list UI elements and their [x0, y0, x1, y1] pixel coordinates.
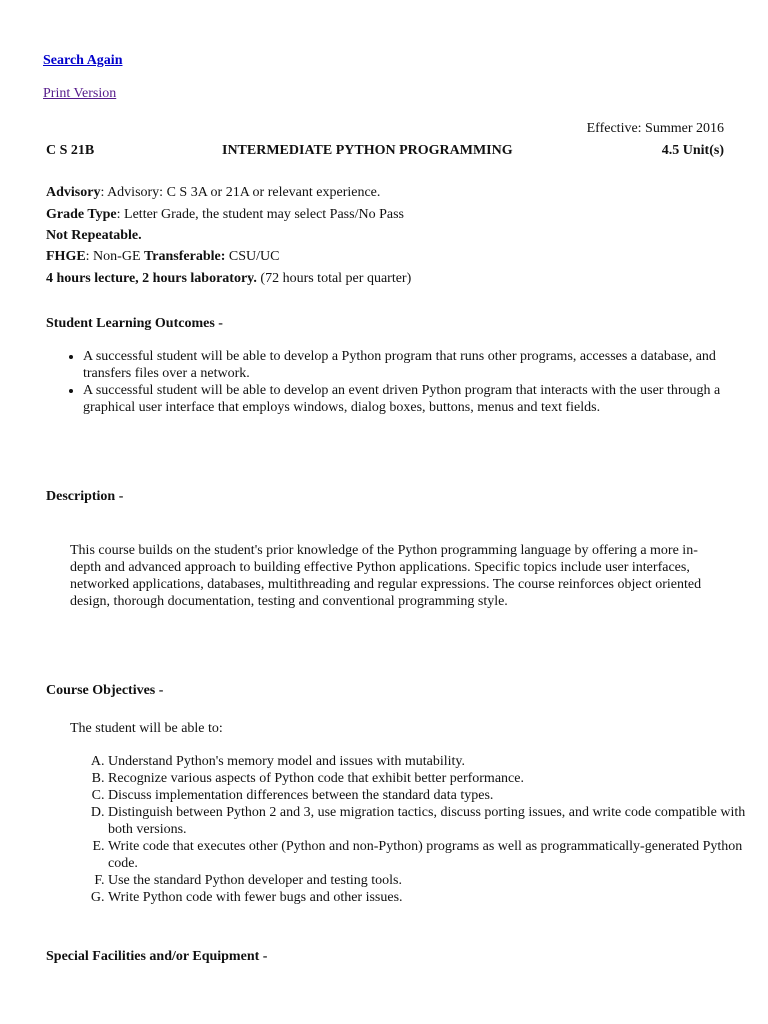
slo-title: Student Learning Outcomes -: [46, 316, 223, 331]
effective-date: Effective: Summer 2016: [586, 121, 724, 136]
advisory-value: : Advisory: C S 3A or 21A or relevant experience.: [100, 185, 381, 200]
slo-item: • A successful student will be able to develop an event driven Python program that interacts with the user through a graphical user interface that employs windows, dialog boxes, buttons, menus and text fields.: [83, 382, 763, 416]
objective-item: A. Understand Python's memory model and issues with mutability.: [108, 753, 763, 770]
course-title: INTERMEDIATE PYTHON PROGRAMMING: [222, 143, 513, 158]
objectives-list: [70, 753, 763, 906]
slo-list: [46, 348, 763, 416]
objectives-intro: The student will be able to:: [70, 721, 223, 736]
objective-item: C. Discuss implementation differences between the standard data types.: [108, 787, 763, 804]
description-title: Description -: [46, 489, 124, 504]
print-version-link[interactable]: Print Version: [43, 86, 117, 101]
hours-value: (72 hours total per quarter): [256, 271, 412, 286]
course-units: 4.5 Unit(s): [661, 143, 724, 158]
hours-line: [46, 270, 726, 287]
advisory-line: [46, 184, 726, 201]
transferable-value: CSU/UC: [225, 249, 280, 264]
description-text: This course builds on the student's prior knowledge of the Python programming language by offering a more in-depth and advanced approach to building effective Python applications. Specific topics include user interfaces, networked applications, databases, multithreading and regular expressions. The course reinforces object oriented design, thorough documentation, testing and conventional programming style.: [70, 543, 702, 609]
grade-type-line: [46, 206, 726, 223]
grade-type-label: Grade Type: [46, 207, 117, 222]
objective-item: D. Distinguish between Python 2 and 3, use migration tactics, discuss porting issues, and write code compatible with both versions.: [108, 804, 763, 838]
fhge-label: FHGE: [46, 249, 86, 264]
facilities-title: Special Facilities and/or Equipment -: [46, 949, 268, 964]
search-again-link[interactable]: Search Again: [43, 53, 123, 68]
fhge-value: : Non-GE: [85, 249, 144, 264]
grade-type-value: : Letter Grade, the student may select Pass/No Pass: [116, 207, 404, 222]
objective-item: F. Use the standard Python developer and testing tools.: [108, 872, 763, 889]
objectives-title: Course Objectives -: [46, 683, 164, 698]
slo-item: • A successful student will be able to develop a Python program that runs other programs, accesses a database, and transfers files over a network.: [83, 348, 763, 382]
objective-item: B. Recognize various aspects of Python code that exhibit better performance.: [108, 770, 763, 787]
hours-label: 4 hours lecture, 2 hours laboratory.: [46, 271, 257, 286]
fhge-line: [46, 248, 726, 265]
not-repeatable: Not Repeatable.: [46, 228, 142, 243]
course-code: C S 21B: [46, 143, 95, 158]
advisory-label: Advisory: [46, 185, 101, 200]
objective-item: E. Write code that executes other (Python and non-Python) programs as well as programmatically-generated Python code.: [108, 838, 763, 872]
objective-item: G. Write Python code with fewer bugs and other issues.: [108, 889, 763, 906]
transferable-label: Transferable:: [144, 249, 226, 264]
